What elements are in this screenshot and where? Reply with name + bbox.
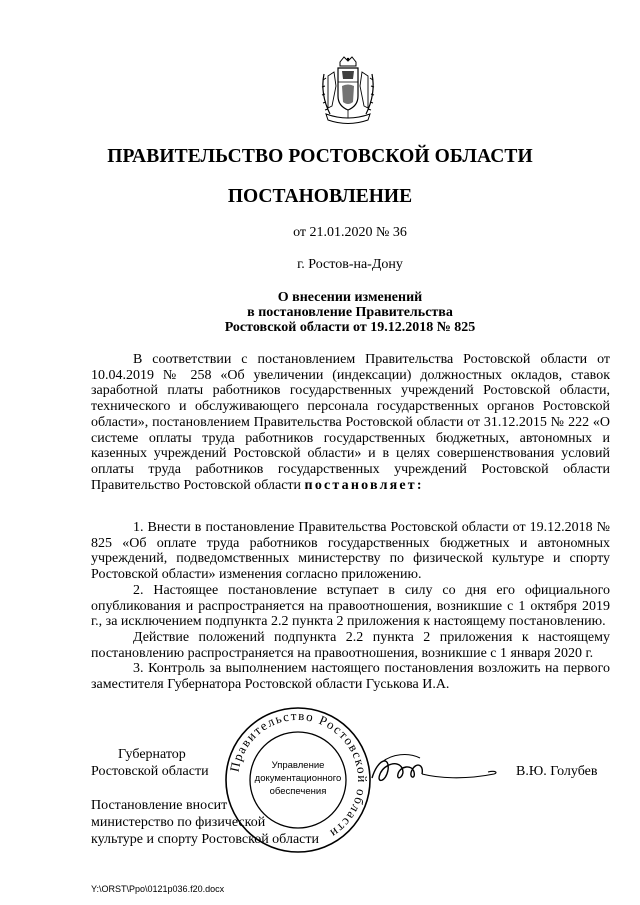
document-subject (30, 290, 640, 335)
point-paragraph: 3. Контроль за выполнением настоящего постановления возложить на первого заместителя Губернатора Ростовской области Гуськова И.А. (91, 661, 610, 693)
handwritten-signature (368, 748, 500, 790)
stamp-ring-text: Правительство Ростовской области (226, 707, 371, 842)
subject-line: Ростовской области от 19.12.2018 № 825 (224, 320, 476, 335)
submitted-by-line: министерство по физической (91, 815, 266, 830)
point-paragraph: 1. Внести в постановление Правительства Ростовской области от 19.12.2018 № 825 «Об оплате труда работников государственных бюджетных и автономных учреждений, подведомственных министерству по физической культуре и спорту Ростовской области» изменения согласно приложению. (91, 520, 610, 583)
subject-line: в постановление Правительства (247, 305, 453, 320)
stamp-center-line: документационного (254, 773, 342, 784)
document-date-number: от 21.01.2020 № 36 (293, 225, 407, 240)
stamp-center-line: обеспечения (269, 786, 327, 797)
signer-title-line2: Ростовской области (91, 764, 209, 779)
resolves-word: постановляет: (304, 477, 424, 493)
government-title: ПРАВИТЕЛЬСТВО РОСТОВСКОЙ ОБЛАСТИ (107, 146, 533, 167)
submitted-by-line: культуре и спорту Ростовской области (91, 832, 319, 847)
coat-of-arms-icon (316, 56, 380, 128)
document-city: г. Ростов-на-Дону (297, 257, 403, 272)
submitted-by-line: Постановление вносит (91, 798, 228, 813)
document-type: ПОСТАНОВЛЕНИЕ (227, 186, 413, 207)
signer-name: В.Ю. Голубев (516, 764, 598, 779)
point-paragraph: Действие положений подпункта 2.2 пункта 2 приложения к настоящему постановлению распространяется на правоотношения, возникшие с 1 января 2020 г. (91, 629, 610, 661)
preamble-paragraph (91, 352, 610, 493)
point-paragraph: 2. Настоящее постановление вступает в силу со дня его официального опубликования и распространяется на правоотношения, возникшие с 1 октября 2019 г., за исключением подпункта 2.2 пункта 2 приложения к настоящему постановлению. (91, 582, 610, 630)
stamp-center-line: Управление (271, 760, 325, 771)
signer-title-line1: Губернатор (118, 747, 186, 762)
file-path: Y:\ORST\Ppo\0121p036.f20.docx (91, 884, 225, 894)
subject-line: О внесении изменений (277, 290, 423, 305)
preamble-text: В соответствии с постановлением Правительства Ростовской области от 10.04.2019 № 258 «Об увеличении (индексации) должностных окладов, ставок заработной платы работников государственных учреждений Ростовской области, технического и обслуживающего персонала государственных органов Ростовской области», постановлением Правительства Ростовской области от 31.12.2015 № 222 «О системе оплаты труда работников государственных бюджетных, автономных и казенных учреждений Ростовской области» и в целях совершенствования условий оплаты труда работников государственных учреждений Ростовской области Правительство Ростовской области (91, 352, 610, 493)
official-stamp (224, 706, 372, 854)
resolution-points (91, 520, 610, 693)
